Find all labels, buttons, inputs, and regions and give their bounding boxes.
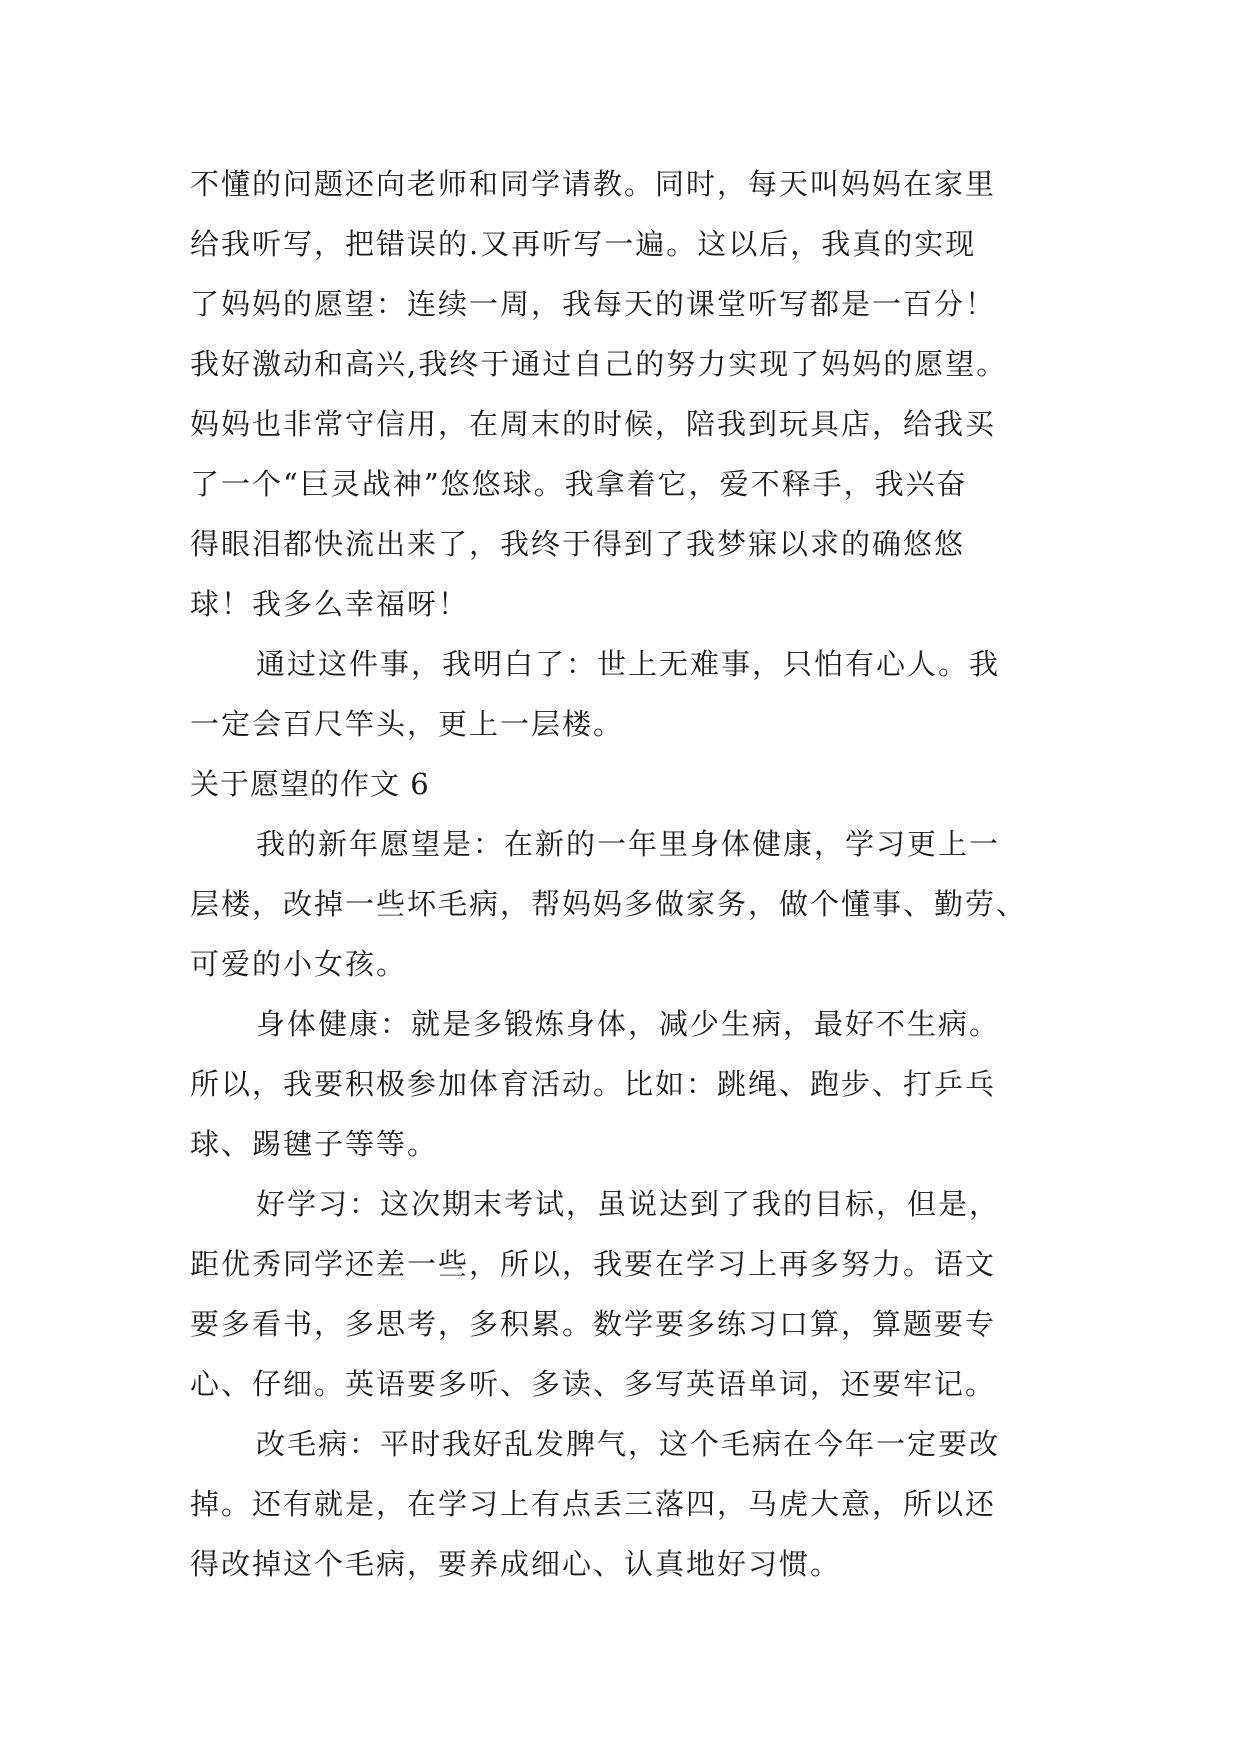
paragraph-line: 得眼泪都快流出来了，我终于得到了我梦寐以求的确悠悠 <box>190 527 966 561</box>
paragraph-line: 妈妈也非常守信用，在周末的时候，陪我到玩具店，给我买 <box>190 407 997 441</box>
paragraph-line: 了妈妈的愿望：连续一周，我每天的课堂听写都是一百分！ <box>190 287 997 321</box>
paragraph-line: 层楼，改掉一些坏毛病，帮妈妈多做家务，做个懂事、勤劳、 <box>190 887 1028 921</box>
paragraph-line: 好学习：这次期末考试，虽说达到了我的目标，但是， <box>256 1187 1001 1221</box>
paragraph-line: 改毛病：平时我好乱发脾气，这个毛病在今年一定要改 <box>256 1427 1001 1461</box>
paragraph-line: 得改掉这个毛病，要养成细心、认真地好习惯。 <box>190 1547 842 1581</box>
paragraph-line: 掉。还有就是，在学习上有点丢三落四，马虎大意，所以还 <box>190 1487 997 1521</box>
paragraph-line: 一定会百尺竿头，更上一层楼。 <box>190 707 625 741</box>
paragraph-line: 球！我多么幸福呀！ <box>190 587 470 621</box>
paragraph-line: 可爱的小女孩。 <box>190 947 408 981</box>
section-heading: 关于愿望的作文 6 <box>190 767 430 801</box>
paragraph-line: 通过这件事，我明白了：世上无难事，只怕有心人。我 <box>256 647 1001 681</box>
paragraph-line: 距优秀同学还差一些，所以，我要在学习上再多努力。语文 <box>190 1247 997 1281</box>
paragraph-line: 要多看书，多思考，多积累。数学要多练习口算，算题要专 <box>190 1307 997 1341</box>
paragraph-line: 给我听写，把错误的.又再听写一遍。这以后，我真的实现 <box>190 227 977 261</box>
paragraph-line: 我好激动和高兴,我终于通过自己的努力实现了妈妈的愿望。 <box>190 347 1008 381</box>
paragraph-line: 我的新年愿望是：在新的一年里身体健康，学习更上一 <box>256 827 1001 861</box>
paragraph-line: 所以，我要积极参加体育活动。比如：跳绳、跑步、打乒乓 <box>190 1067 997 1101</box>
paragraph-line: 心、仔细。英语要多听、多读、多写英语单词，还要牢记。 <box>190 1367 997 1401</box>
paragraph-line: 球、踢毽子等等。 <box>190 1127 439 1161</box>
paragraph-line: 不懂的问题还向老师和同学请教。同时，每天叫妈妈在家里 <box>190 167 997 201</box>
paragraph-line: 身体健康：就是多锻炼身体，减少生病，最好不生病。 <box>256 1007 1001 1041</box>
paragraph-line: 了一个“巨灵战神”悠悠球。我拿着它，爱不释手，我兴奋 <box>190 467 968 501</box>
